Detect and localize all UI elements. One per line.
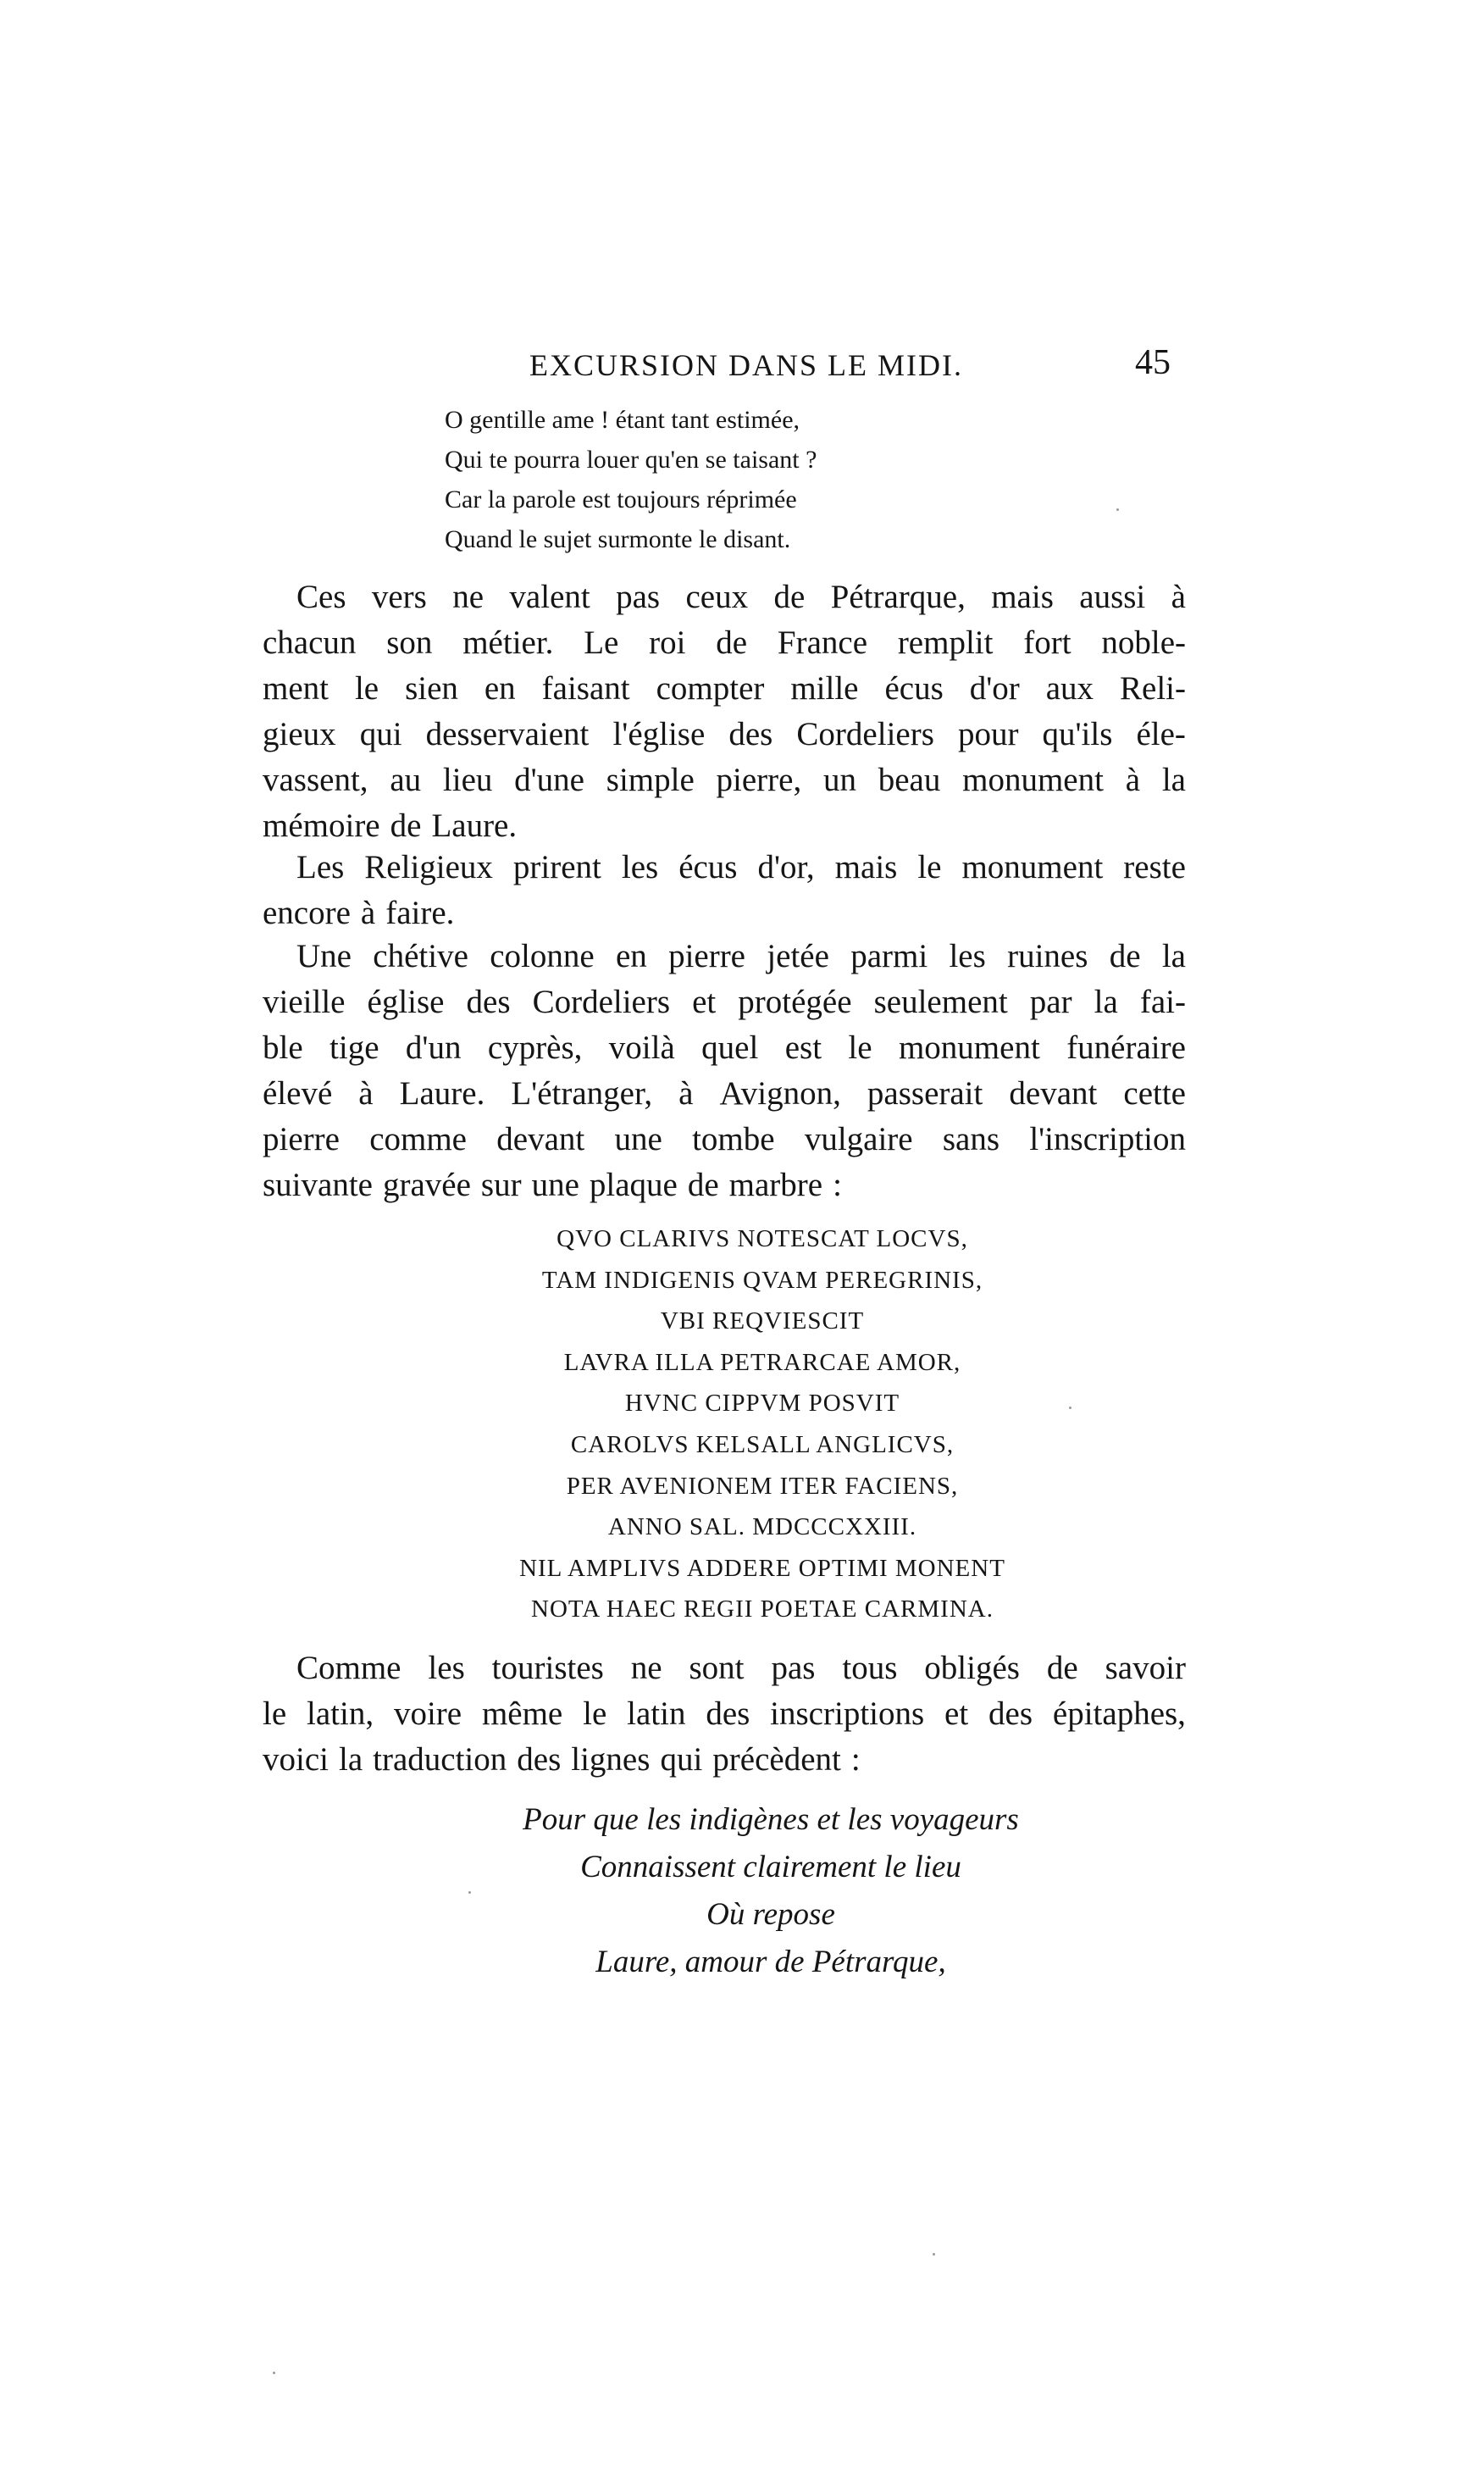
word: Une [296,938,352,974]
word: fai- [1139,984,1186,1020]
translation-line: Connaissent clairement le lieu [580,1850,961,1884]
word: de [716,624,748,661]
word: de [773,579,806,615]
word: inscriptions [770,1695,925,1732]
word: d'un [405,1029,462,1066]
word: plaque [589,1167,678,1203]
word: Laure. [431,807,518,844]
word: qui [359,716,402,752]
word: même [481,1695,563,1732]
word: monument [962,762,1104,798]
paper-speck [273,2372,275,2374]
paragraph-line [263,712,1186,757]
word: Les [296,849,345,885]
word: devant [496,1121,585,1157]
word: de [687,1167,719,1203]
word: le [263,1695,287,1732]
paragraph-translation-intro [263,1645,1186,1783]
verse-line: Quand le sujet surmonte le disant. [445,525,791,553]
word: en [615,938,647,974]
word: France [777,624,868,661]
word: sur [480,1167,522,1203]
paper-speck [468,1891,471,1894]
word: vieille [263,984,346,1020]
word: Ces [296,579,346,615]
paragraph-line [263,1163,1186,1208]
word: faisant [541,670,630,707]
word: desservaient [425,716,590,752]
word: jetée [767,938,829,974]
word: sans [942,1121,1000,1157]
translation-line: Pour que les indigènes et les voyageurs [523,1802,1019,1837]
word: cette [1123,1075,1186,1112]
word: compter [656,670,765,707]
word: pierre, [716,762,802,798]
word: beau [878,762,941,798]
word: aux [1045,670,1094,707]
word: sont [689,1650,745,1686]
word: une [531,1167,579,1203]
word: lieu [442,762,493,798]
word: église [367,984,445,1020]
word: latin, [307,1695,374,1732]
word: qu'ils [1042,716,1113,752]
word: l'inscription [1029,1121,1186,1157]
word: roi [649,624,686,661]
word: à [1125,762,1141,798]
word: remplit [897,624,994,661]
word: : [850,1741,861,1778]
word: noble- [1101,624,1186,661]
word: passerait [867,1075,983,1112]
paragraph-line [263,845,1186,891]
verse-line: O gentille ame ! étant tant estimée, [445,406,800,434]
word: seulement [873,984,1008,1020]
word: vulgaire [804,1121,913,1157]
word: de [1109,938,1141,974]
word: écus [884,670,944,707]
word: comme [369,1121,467,1157]
word: des [517,1741,562,1778]
verse-line: Qui te pourra louer qu'en se taisant ? [445,446,817,474]
translation-line: Laure, amour de Pétrarque, [595,1945,946,1979]
word: Religieux [364,849,493,885]
word: ne [452,579,485,615]
translation-line: Où repose [706,1897,835,1932]
word: monument [961,849,1104,885]
word: touristes [491,1650,604,1686]
word: la [1094,984,1118,1020]
inscription-line: LAVRA ILLA PETRARCAE AMOR, [563,1348,961,1376]
word: en [484,670,516,707]
word: est [784,1029,822,1066]
word: Cordeliers [796,716,934,752]
word: le [848,1029,872,1066]
word: reste [1123,849,1186,885]
word: mais [991,579,1054,615]
word: cyprès, [487,1029,583,1066]
paragraph-line [263,1117,1186,1163]
word: tombe [692,1121,775,1157]
paragraph-line [263,574,1186,620]
word: colonne [490,938,595,974]
word: lignes [571,1741,651,1778]
word: pas [771,1650,816,1686]
word: d'or [969,670,1020,707]
word: élevé [263,1075,333,1112]
word: : [833,1167,842,1203]
word: latin [627,1695,686,1732]
paragraph-line [263,1737,1186,1783]
word: devant [1009,1075,1098,1112]
word: parmi [850,938,928,974]
word: encore [263,895,351,931]
word: au [390,762,422,798]
inscription-line: NOTA HAEC REGII POETAE CARMINA. [531,1595,994,1623]
french-translation [390,1796,1152,1986]
word: prirent [512,849,601,885]
paper-speck [1069,1407,1071,1409]
word: pierre [263,1121,340,1157]
paragraph-line [263,1025,1186,1071]
paragraph-column-description [263,934,1186,1208]
word: le [354,670,379,707]
verse-line: Car la parole est toujours réprimée [445,486,797,513]
word: tige [329,1029,379,1066]
word: simple [606,762,695,798]
paragraph-line [263,666,1186,712]
word: la [1161,938,1186,974]
word: vers [371,579,427,615]
word: valent [509,579,590,615]
word: des [988,1695,1033,1732]
word: mémoire [263,807,380,844]
word: ruines [1007,938,1088,974]
word: à [360,895,376,931]
word: Avignon, [719,1075,841,1112]
word: ble [263,1029,303,1066]
word: son [386,624,433,661]
word: de [1046,1650,1078,1686]
word: quel [701,1029,759,1066]
verse-quotation [445,400,1038,559]
page-number: 45 [1135,343,1171,382]
word: un [822,762,856,798]
paragraph-line [263,934,1186,979]
paragraph-line [263,620,1186,666]
word: voici [263,1741,329,1778]
word: mais [834,849,898,885]
word: Reli- [1120,670,1186,707]
latin-inscription [339,1218,1186,1630]
paragraph-line [263,757,1186,803]
paper-speck [933,2253,935,2256]
word: suivante [263,1167,373,1203]
word: écus [678,849,738,885]
word: l'église [612,716,706,752]
paragraph-line [263,891,1186,936]
word: précèdent [712,1741,841,1778]
word: d'or, [757,849,815,885]
running-title: EXCURSION DANS LE MIDI. [529,348,963,382]
word: faire. [385,895,455,931]
word: marbre [728,1167,823,1203]
word: la [1161,762,1186,798]
word: des [466,984,511,1020]
word: à [358,1075,374,1112]
word: métier. [462,624,554,661]
word: L'étranger, [511,1075,653,1112]
word: les [621,849,659,885]
word: d'une [514,762,584,798]
word: voire [393,1695,462,1732]
paragraph-line [263,1645,1186,1691]
paragraph-line [263,803,1186,849]
word: chétive [373,938,468,974]
word: traduction [373,1741,507,1778]
word: ne [630,1650,662,1686]
word: épitaphes, [1052,1695,1186,1732]
word: des [706,1695,750,1732]
inscription-line: TAM INDIGENIS QVAM PEREGRINIS, [541,1266,983,1294]
word: sien [405,670,458,707]
word: Laure. [399,1075,485,1112]
word: monument [898,1029,1040,1066]
word: de [390,807,422,844]
word: à [678,1075,694,1112]
word: funéraire [1066,1029,1186,1066]
word: le [583,1695,607,1732]
word: Pétrarque, [830,579,966,615]
paragraph-line [263,1691,1186,1737]
word: aussi [1079,579,1146,615]
word: qui [660,1741,703,1778]
word: chacun [263,624,357,661]
word: et [692,984,717,1020]
paragraph-religious-order [263,845,1186,936]
word: pas [616,579,661,615]
inscription-line: NIL AMPLIVS ADDERE OPTIMI MONENT [519,1554,1005,1582]
inscription-line: VBI REQVIESCIT [660,1307,865,1335]
inscription-line: ANNO SAL. MDCCCXXIII. [607,1513,917,1541]
word: Cordeliers [532,984,671,1020]
word: ceux [685,579,749,615]
word: les [949,938,986,974]
word: éle- [1136,716,1186,752]
word: ment [263,670,329,707]
word: pour [957,716,1019,752]
word: par [1029,984,1072,1020]
word: vassent, [263,762,368,798]
word: des [728,716,773,752]
word: savoir [1105,1650,1186,1686]
word: fort [1023,624,1071,661]
word: obligés [924,1650,1020,1686]
inscription-line: QVO CLARIVS NOTESCAT LOCVS, [556,1225,968,1252]
inscription-line: PER AVENIONEM ITER FACIENS, [566,1472,959,1500]
inscription-line: CAROLVS KELSALL ANGLICVS, [570,1430,955,1458]
word: les [428,1650,465,1686]
word: pierre [668,938,745,974]
paragraph-king-of-france [263,574,1186,849]
word: tous [842,1650,898,1686]
paper-speck [1116,508,1119,511]
word: protégée [738,984,852,1020]
word: gieux [263,716,336,752]
word: le [917,849,942,885]
word: Le [584,624,619,661]
word: et [944,1695,969,1732]
word: mille [790,670,859,707]
paragraph-line [263,979,1186,1025]
inscription-line: HVNC CIPPVM POSVIT [624,1390,900,1418]
word: gravée [382,1167,471,1203]
word: une [614,1121,662,1157]
word: la [338,1741,363,1778]
word: à [1171,579,1186,615]
paragraph-line [263,1071,1186,1117]
word: voilà [608,1029,675,1066]
word: Comme [296,1650,401,1686]
